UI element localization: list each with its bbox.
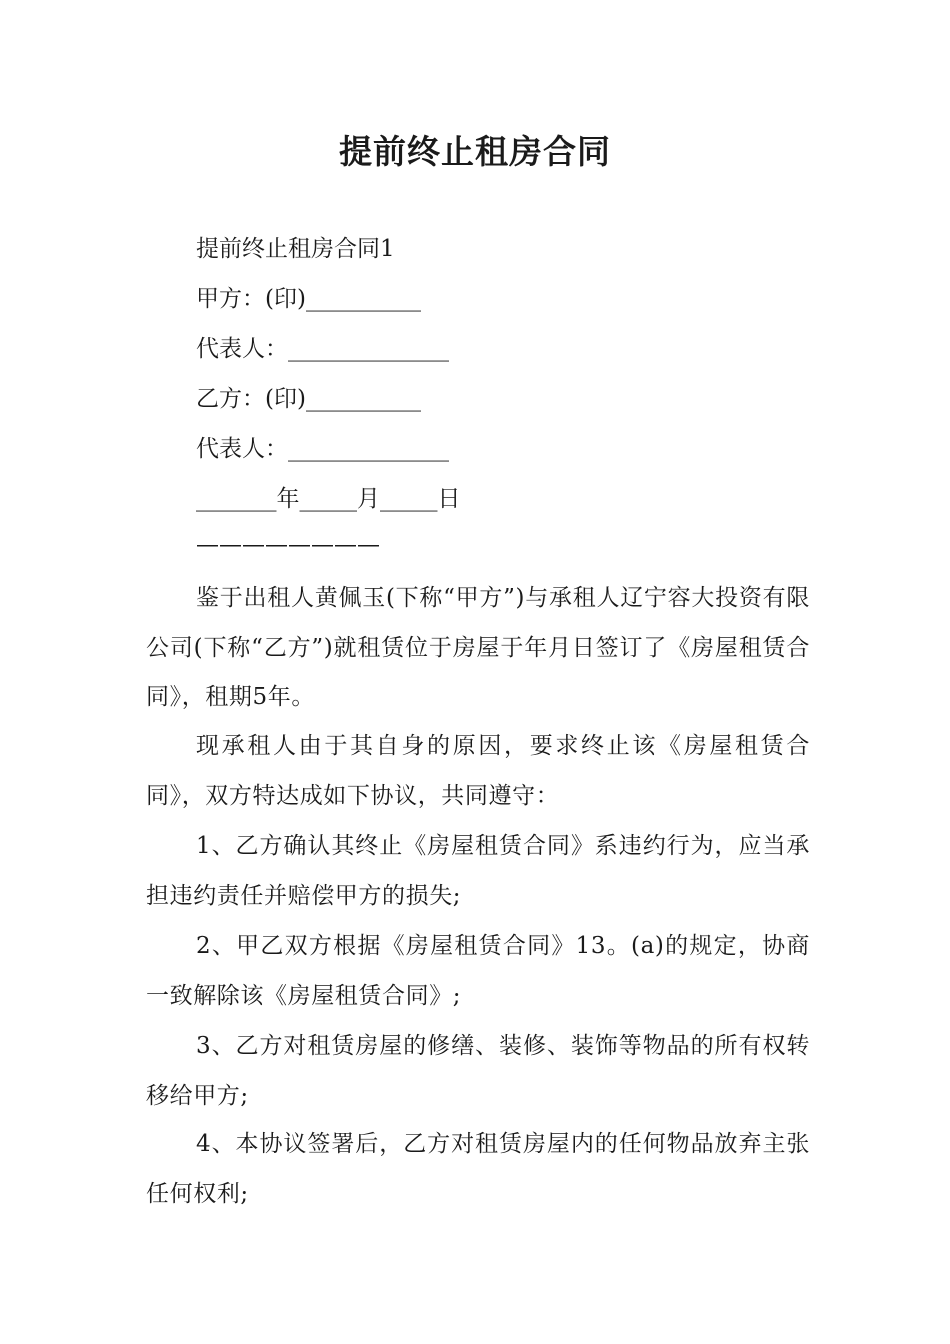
party-b-line: 乙方：(印)__________ — [196, 386, 421, 412]
clause-4: 4、本协议签署后，乙方对租赁房屋内的任何物品放弃主张任何权利; — [146, 1131, 810, 1207]
paragraph-termination-request: 现承租人由于其自身的原因，要求终止该《房屋租赁合同》，双方特达成如下协议，共同遵守： — [146, 733, 810, 809]
document-title: 提前终止租房合同 — [339, 132, 611, 171]
party-b-representative-line: 代表人：______________ — [196, 436, 449, 462]
party-a-line: 甲方：(印)__________ — [196, 286, 421, 312]
party-a-representative-line: 代表人：______________ — [196, 336, 449, 362]
separator-line: ———————— — [196, 532, 380, 558]
clause-3: 3、乙方对租赁房屋的修缮、装修、装饰等物品的所有权转移给甲方; — [146, 1033, 810, 1109]
clause-1: 1、乙方确认其终止《房屋租赁合同》系违约行为，应当承担违约责任并赔偿甲方的损失; — [146, 833, 810, 909]
clause-2: 2、甲乙双方根据《房屋租赁合同》13。(a)的规定，协商一致解除该《房屋租赁合同》; — [146, 933, 810, 1009]
paragraph-preamble: 鉴于出租人黄佩玉(下称“甲方”)与承租人辽宁容大投资有限公司(下称“乙方”)就租赁位于房屋于年月日签订了《房屋租赁合同》，租期5年。 — [146, 585, 810, 711]
date-line: _______年_____月_____日 — [196, 486, 461, 512]
contract-subtitle: 提前终止租房合同1 — [196, 236, 395, 262]
